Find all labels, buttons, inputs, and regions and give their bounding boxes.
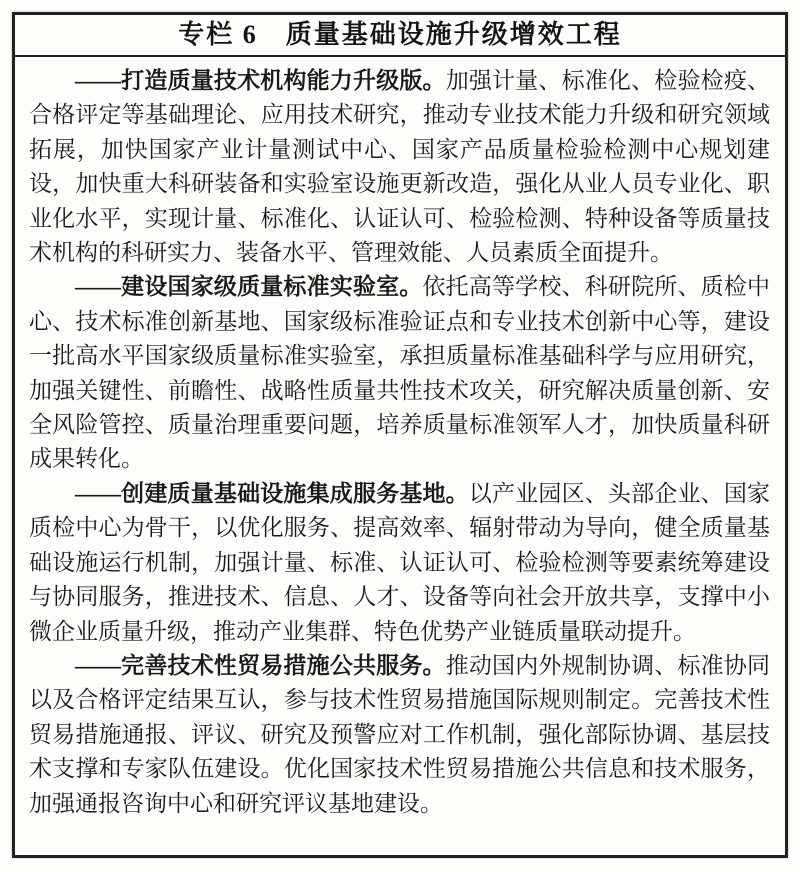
paragraph-text: 推动国内外规制协调、标准协同以及合格评定结果互认，参与技术性贸易措施国际规则制定。完善技术性贸易措施通报、评议、研究及预警应对工作机制，强化部际协调、基层技术支撑和专家队伍建设。优化国家技术性贸易措施公共信息和技术服务，加强通报咨询中心和研究评议基地建设。: [29, 652, 771, 816]
paragraph: [29, 64, 770, 270]
feature-box: [12, 12, 788, 858]
paragraph: [29, 649, 770, 821]
paragraph: [29, 477, 770, 649]
paragraph-lead: ——完善技术性贸易措施公共服务。: [75, 652, 446, 678]
paragraph-lead: ——建设国家级质量标准实验室。: [75, 274, 423, 300]
box-title: 专栏 6 质量基础设施升级增效工程: [15, 15, 785, 57]
paragraph-lead: ——创建质量基础设施集成服务基地。: [75, 480, 469, 506]
paragraph-text: 依托高等学校、科研院所、质检中心、技术标准创新基地、国家级标准验证点和专业技术创新中心等，建设一批高水平国家级质量标准实验室，承担质量标准基础科学与应用研究，加强关键性、前瞻性、战略性质量共性技术攻关，研究解决质量创新、安全风险管控、质量治理重要问题，培养质量标准领军人才，加快质量科研成果转化。: [29, 274, 771, 472]
paragraph-text: 加强计量、标准化、检验检疫、合格评定等基础理论、应用技术研究，推动专业技术能力升级和研究领域拓展，加快国家产业计量测试中心、国家产品质量检验检测中心规划建设，加快重大科研装备和实验室设施更新改造，强化从业人员专业化、职业化水平，实现计量、标准化、认证认可、检验检测、特种设备等质量技术机构的科研实力、装备水平、管理效能、人员素质全面提升。: [29, 68, 771, 266]
box-body: [15, 57, 785, 821]
paragraph: [29, 270, 770, 476]
paragraph-lead: ——打造质量技术机构能力升级版。: [75, 68, 446, 93]
paragraph-text: 以产业园区、头部企业、国家质检中心为骨干，以优化服务、提高效率、辐射带动为导向，健全质量基础设施运行机制，加强计量、标准、认证认可、检验检测等要素统筹建设与协同服务，推进技术、信息、人才、设备等向社会开放共享，支撑中小微企业质量升级，推动产业集群、特色优势产业链质量联动提升。: [29, 480, 771, 644]
